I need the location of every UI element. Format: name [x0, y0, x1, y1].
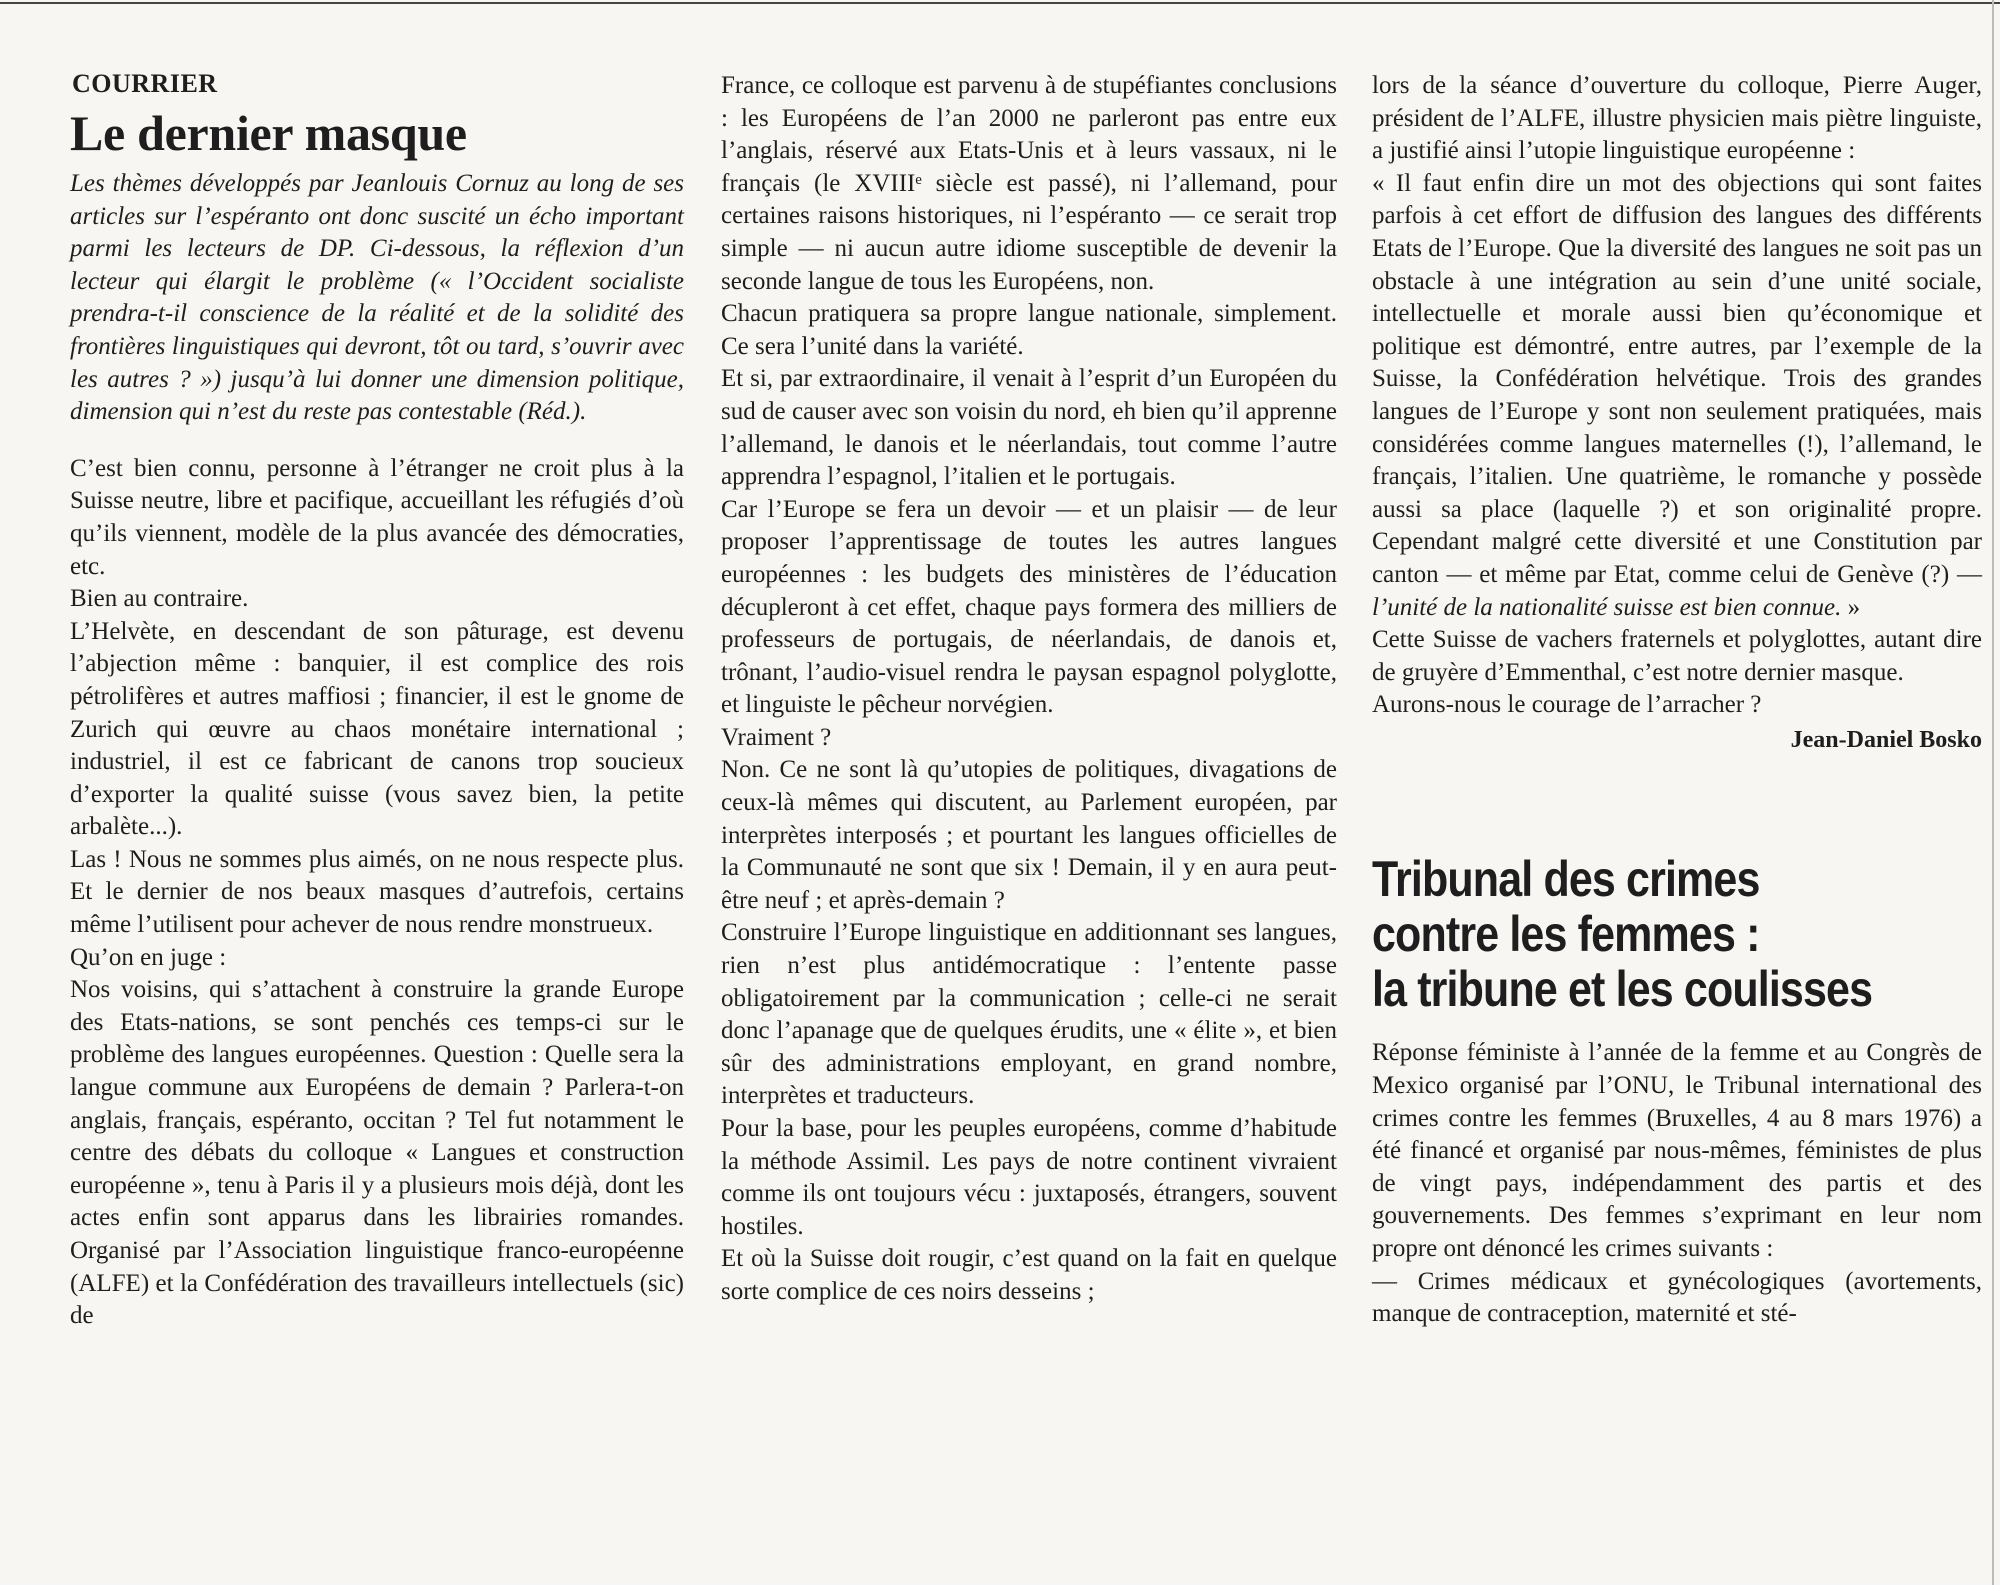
body-paragraph: Et où la Suisse doit rougir, c’est quand on la fait en quelque sorte complice de ces noirs desseins ; — [721, 1245, 1337, 1305]
body-paragraph: Car l’Europe se fera un devoir — et un plaisir — de leur proposer l’apprentissage de toutes les autres langues européennes : les budgets des ministères de l’éducation décupleront à cet effet, chaque pays formera des milliers de professeurs de portugais, de néerlandais, de danois et, trônant, l’audio-visuel rendra le paysan espagnol polyglotte, et linguiste le pêcheur norvégien. — [721, 495, 1337, 719]
author-signature: Jean-Daniel Bosko — [1790, 726, 1982, 753]
article-title: Le dernier masque — [70, 105, 467, 161]
body-paragraph: Nos voisins, qui s’attachent à construire la grande Europe des Etats-nations, se sont penchés ces temps-ci sur le problème des langues européennes. Question : Quelle sera la langue commune aux Européens de demain ? Parlera-t-on anglais, français, espéranto, occitan ? Tel fut notamment le centre des débats du colloque « Langues et construction européenne », tenu à Paris il y a plusieurs mois déjà, dont les actes enfin sont apparus dans les librairies romandes. Organisé par l’Association linguistique franco-européenne (ALFE) et la Confédération des travailleurs intellectuels (sic) de — [70, 976, 684, 1330]
body-paragraph: Vraiment ? — [721, 723, 832, 751]
body-paragraph: Aurons-nous le courage de l’arracher ? — [1372, 691, 1762, 719]
body-paragraph: Qu’on en juge : — [70, 943, 227, 971]
column-3 — [1372, 70, 1982, 1331]
quote-close: » — [1841, 593, 1861, 621]
body-paragraph: Et si, par extraordinaire, il venait à l’esprit d’un Européen du sud de causer avec son voisin du nord, eh bien qu’il apprenne l’allemand, le danois et le néerlandais, tout comme l’autre apprendra l’espagnol, l’italien et le portugais. — [721, 365, 1337, 491]
body-paragraph: Construire l’Europe linguistique en additionnant ses langues, rien n’est plus antidémocratique : l’entente passe obligatoirement par la communication ; celle-ci ne serait donc l’apanage que de quelques érudits, une « élite », et bien sûr des administrations employant, en grand nombre, interprètes et traducteurs. — [721, 919, 1337, 1110]
body-paragraph: C’est bien connu, personne à l’étranger ne croit plus à la Suisse neutre, libre et pacifique, accueillant les réfugiés d’où qu’ils viennent, modèle de la plus avancée des démocraties, etc. — [70, 454, 684, 580]
column-2 — [721, 70, 1337, 1309]
column-1 — [70, 68, 684, 1333]
quote-text: « Il faut enfin dire un mot des objections qui sont faites parfois à cet effort de diffusion des langues des différents Etats de l’Europe. Que la diversité des langues ne soit pas un obstacle à une intégration au sein d’une unité sociale, intellectuelle et morale aussi bien qu’économique et politique est démontré, entre autres, par l’exemple de la Suisse, la Confédération helvétique. Trois des grandes langues de l’Europe y sont non seulement pratiquées, mais considérées comme langues maternelles (!), l’allemand, le français, l’italien. Une quatrième, le romanche y possède aussi sa place (laquelle ?) et son originalité propre. Cependant malgré cette diversité et une Constitution par canton — et même par Etat, comme celui de Genève (?) — — [1372, 169, 1982, 588]
body-paragraph: Las ! Nous ne sommes plus aimés, on ne nous respecte plus. Et le dernier de nos beaux masques d’autrefois, certains même l’utilisent pour achever de nous rendre monstrueux. — [70, 845, 684, 939]
second-article-title — [1372, 852, 1974, 1017]
body-paragraph: L’Helvète, en descendant de son pâturage, est devenu l’abjection même : banquier, il est complice des rois pétrolifères et autres maffiosi ; financier, il est le gnome de Zurich qui œuvre au chaos monétaire international ; industriel, il est ce fabricant de canons trop soucieux d’exporter la qualité suisse (vous savez bien, la petite arbalète...). — [70, 617, 684, 841]
article-lead: Les thèmes développés par Jeanlouis Cornuz au long de ses articles sur l’espéranto ont donc suscité un écho important parmi les lecteurs de DP. Ci-dessous, la réflexion d’un lecteur qui élargit le problème (« l’Occident socialiste prendra-t-il conscience de la réalité et de la solidité des frontières linguistiques qui devront, tôt ou tard, s’ouvrir avec les autres ? ») jusqu’à lui donner une dimension politique, dimension qui n’est du reste pas contestable (Réd.). — [70, 170, 684, 426]
body-paragraph: Bien au contraire. — [70, 585, 249, 613]
body-paragraph: Réponse féministe à l’année de la femme et au Congrès de Mexico organisé par l’ONU, le Tribunal international des crimes contre les femmes (Bruxelles, 4 au 8 mars 1976) a été financé et organisé par nous-mêmes, féministes de plus de vingt pays, indépendamment des partis et des gouvernements. Des femmes s’exprimant en leur nom propre ont dénoncé les crimes suivants : — [1372, 1039, 1982, 1263]
title-line: Tribunal des crimes — [1372, 851, 1760, 908]
page-top-rule — [0, 2, 2000, 4]
quote-emphasis: l’unité de la nationalité suisse est bien connue. — [1372, 593, 1842, 621]
body-paragraph: Non. Ce ne sont là qu’utopies de politiques, divagations de ceux-là mêmes qui discutent, au Parlement européen, par interprètes interposés ; et pourtant les langues officielles de la Communauté ne sont que six ! Demain, il y en aura peut-être neuf ; et après-demain ? — [721, 756, 1337, 914]
body-paragraph: Cette Suisse de vachers fraternels et polyglottes, autant dire de gruyère d’Emmenthal, c’est notre dernier masque. — [1372, 626, 1982, 686]
page-right-edge — [1992, 0, 1994, 1585]
title-line: la tribune et les coulisses — [1372, 961, 1873, 1018]
body-paragraph: — Crimes médicaux et gynécologiques (avortements, manque de contraception, maternité et sté- — [1372, 1267, 1982, 1328]
body-paragraph: lors de la séance d’ouverture du colloque, Pierre Auger, président de l’ALFE, illustre physicien mais piètre linguiste, a justifié ainsi l’utopie linguistique européenne : — [1372, 72, 1982, 165]
body-paragraph: Chacun pratiquera sa propre langue nationale, simplement. Ce sera l’unité dans la variété. — [721, 300, 1337, 360]
body-paragraph: Pour la base, pour les peuples européens, comme d’habitude la méthode Assimil. Les pays de notre continent vivraient comme ils ont toujours vécu : juxtaposés, étrangers, souvent hostiles. — [721, 1115, 1337, 1240]
section-rubric: COURRIER — [72, 69, 218, 98]
quote-paragraph — [1372, 168, 1982, 624]
body-paragraph: France, ce colloque est parvenu à de stupéfiantes conclusions : les Européens de l’an 2000 ne parleront pas entre eux l’anglais, réservé aux Etats-Unis et à leurs vassaux, ni le français (le XVIIIᵉ siècle est passé), ni l’allemand, pour certaines raisons historiques, ni l’espéranto — ce serait trop simple — ni aucun autre idiome susceptible de devenir la seconde langue de tous les Européens, non. — [721, 72, 1337, 295]
title-line: contre les femmes : — [1372, 906, 1760, 963]
